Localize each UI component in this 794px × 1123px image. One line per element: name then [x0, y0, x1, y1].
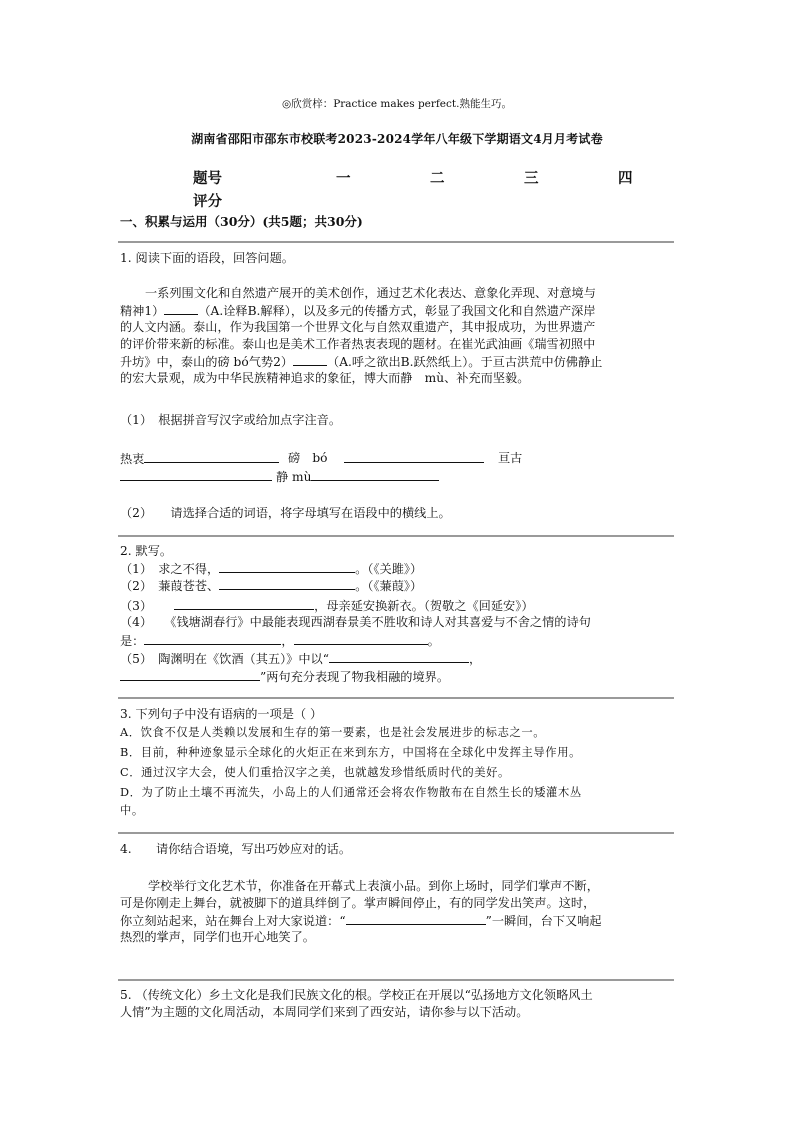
- question-prompt: 2. 默写。: [120, 544, 173, 558]
- answer-blank[interactable]: [294, 632, 428, 645]
- context-text: 你立刻站起来，站在舞台上对大家说道：“: [120, 914, 346, 928]
- score-column: 二: [430, 170, 445, 187]
- question-prompt: 1. 阅读下面的语段，回答问题。: [120, 251, 294, 265]
- passage-line: 的评价带来新的标准。泰山也是美术工作者热衷表现的题材。在崔光武油画《瑞雪初照中: [120, 337, 596, 351]
- pinyin-word: 静 mù: [276, 470, 312, 484]
- recite-line: [120, 577, 422, 595]
- answer-blank[interactable]: [120, 668, 260, 681]
- question-prompt: 4. 请你结合语境，写出巧妙应对的话。: [120, 842, 352, 856]
- divider: [118, 535, 674, 537]
- answer-blank[interactable]: [344, 450, 484, 463]
- answer-blank[interactable]: [144, 632, 281, 645]
- recite-text: 。（《关雎》）: [355, 562, 423, 576]
- recite-text: ，: [468, 652, 482, 666]
- option-b[interactable]: B．目前，种种迹象显示全球化的火炬正在来到东方，中国将在全球化中发挥主导作用。: [120, 746, 581, 759]
- passage-line: 的宏大景观，成为中华民族精神追求的象征，博大而静 mù、补充而坚毅。: [120, 371, 530, 385]
- divider: [118, 832, 674, 834]
- recite-line: [120, 668, 449, 686]
- passage-line: 一系列围文化和自然遗产展开的美术创作，通过艺术化表达、意象化弄现、对意境与: [145, 286, 596, 300]
- pinyin-item: [498, 450, 522, 467]
- answer-blank[interactable]: [219, 560, 355, 573]
- passage-line: [120, 353, 602, 371]
- sub-question-2: （2） 请选择合适的词语，将字母填写在语段中的横线上。: [120, 506, 451, 520]
- recite-text: （2） 蒹葭苍苍、: [120, 579, 220, 593]
- option-a[interactable]: A．饮食不仅是人类赖以发展和生存的第一要素，也是社会发展进步的标志之一。: [120, 726, 546, 739]
- pinyin-word: 磅 bó: [288, 451, 328, 465]
- recite-line: [120, 560, 422, 578]
- answer-blank[interactable]: [219, 577, 355, 590]
- pinyin-item: [120, 450, 279, 468]
- score-column: 三: [524, 170, 539, 187]
- recite-line: [120, 632, 440, 650]
- passage-text: 升坊》中，泰山的磅 bó气势2）: [120, 355, 294, 369]
- question-line: 人情”为主题的文化周活动，本周同学们来到了西安站，请你参与以下活动。: [120, 1005, 529, 1019]
- question-line: 5. （传统文化）乡土文化是我们民族文化的根。学校正在开展以“弘扬地方文化领略风土: [120, 988, 593, 1002]
- option-d[interactable]: D．为了防止土壤不再流失，小岛上的人们通常还会将农作物散布在自然生长的矮灌木丛: [120, 786, 582, 799]
- recite-text: ，母亲延安换新衣。（贺敬之《回延安》）: [314, 599, 534, 613]
- context-line: 可是你刚走上舞台，就被脚下的道具绊倒了。掌声瞬间停止，有的同学发出笑声。这时，: [120, 896, 596, 910]
- score-column: 四: [618, 170, 633, 187]
- recite-line: [120, 650, 481, 668]
- sub-question-1: （1） 根据拼音写汉字或给加点字注音。: [120, 413, 342, 427]
- blank-1[interactable]: [164, 302, 198, 315]
- pinyin-word: 热衷: [120, 452, 145, 466]
- context-line: 学校举行文化艺术节，你准备在开幕式上表演小品。到你上场时，同学们掌声不断，: [148, 879, 599, 893]
- option-c[interactable]: C．通过汉字大会，使人们重拾汉字之美，也就越发珍惜纸质时代的美好。: [120, 766, 510, 779]
- score-label: 评分: [193, 193, 222, 210]
- score-column: 一: [336, 170, 351, 187]
- answer-blank[interactable]: [120, 468, 272, 481]
- pinyin-item: [288, 450, 328, 467]
- answer-blank[interactable]: [329, 650, 469, 663]
- question-prompt: 3. 下列句子中没有语病的一项是（ ）: [120, 707, 323, 721]
- divider: [118, 697, 674, 699]
- answer-blank[interactable]: [311, 468, 439, 481]
- context-line: [120, 912, 602, 930]
- passage-text: （A.呼之欲出B.跃然纸上）。于亘古洪荒中仿佛静止: [327, 355, 603, 369]
- divider: [118, 241, 674, 243]
- option-d-cont: 中。: [120, 804, 144, 817]
- divider: [118, 979, 674, 981]
- recite-text: （5） 陶渊明在《饮酒（其五）》中以“: [120, 652, 329, 666]
- exam-title: 湖南省邵阳市邵东市校联考2023-2024学年八年级下学期语文4月月考试卷: [191, 132, 603, 146]
- passage-text: （A.诠释B.解释），以及多元的传播方式，彰显了我国文化和自然遗产深岸: [198, 304, 596, 318]
- recite-line: [120, 597, 534, 615]
- answer-blank[interactable]: [174, 597, 314, 610]
- blank-2[interactable]: [293, 353, 327, 366]
- score-row-label: 题号: [193, 170, 222, 187]
- recite-text: ，: [281, 634, 294, 648]
- recite-line: （4） 《钱塘湖春行》中最能表现西湖春景美不胜收和诗人对其喜爱与不舍之情的诗句: [120, 615, 591, 629]
- pinyin-word: 亘古: [498, 451, 523, 465]
- pinyin-item: [344, 450, 484, 468]
- answer-blank[interactable]: [144, 450, 279, 463]
- motto: ◎欣赏梓：Practice makes perfect.熟能生巧。: [282, 98, 512, 110]
- context-line: 热烈的掌声，同学们也开心地笑了。: [120, 930, 315, 944]
- section-heading: 一、积累与运用（30分）(共5题；共30分): [120, 214, 363, 229]
- pinyin-item: [120, 468, 439, 486]
- passage-line: 的人文内涵。泰山，作为我国第一个世界文化与自然双重遗产，其申报成功，为世界遗产: [120, 320, 596, 334]
- recite-text: 是：: [120, 634, 145, 648]
- answer-blank[interactable]: [346, 912, 486, 925]
- passage-line: [120, 302, 596, 320]
- recite-text: （1） 求之不得，: [120, 562, 220, 576]
- recite-text: 。（《蒹葭》）: [355, 579, 423, 593]
- context-text: ”一瞬间，台下又响起: [485, 914, 602, 928]
- passage-text: 精神1）: [120, 304, 165, 318]
- recite-text: ”两句充分表现了物我相融的境界。: [260, 670, 450, 684]
- recite-text: （3）: [120, 599, 153, 613]
- recite-text: 。: [427, 634, 440, 648]
